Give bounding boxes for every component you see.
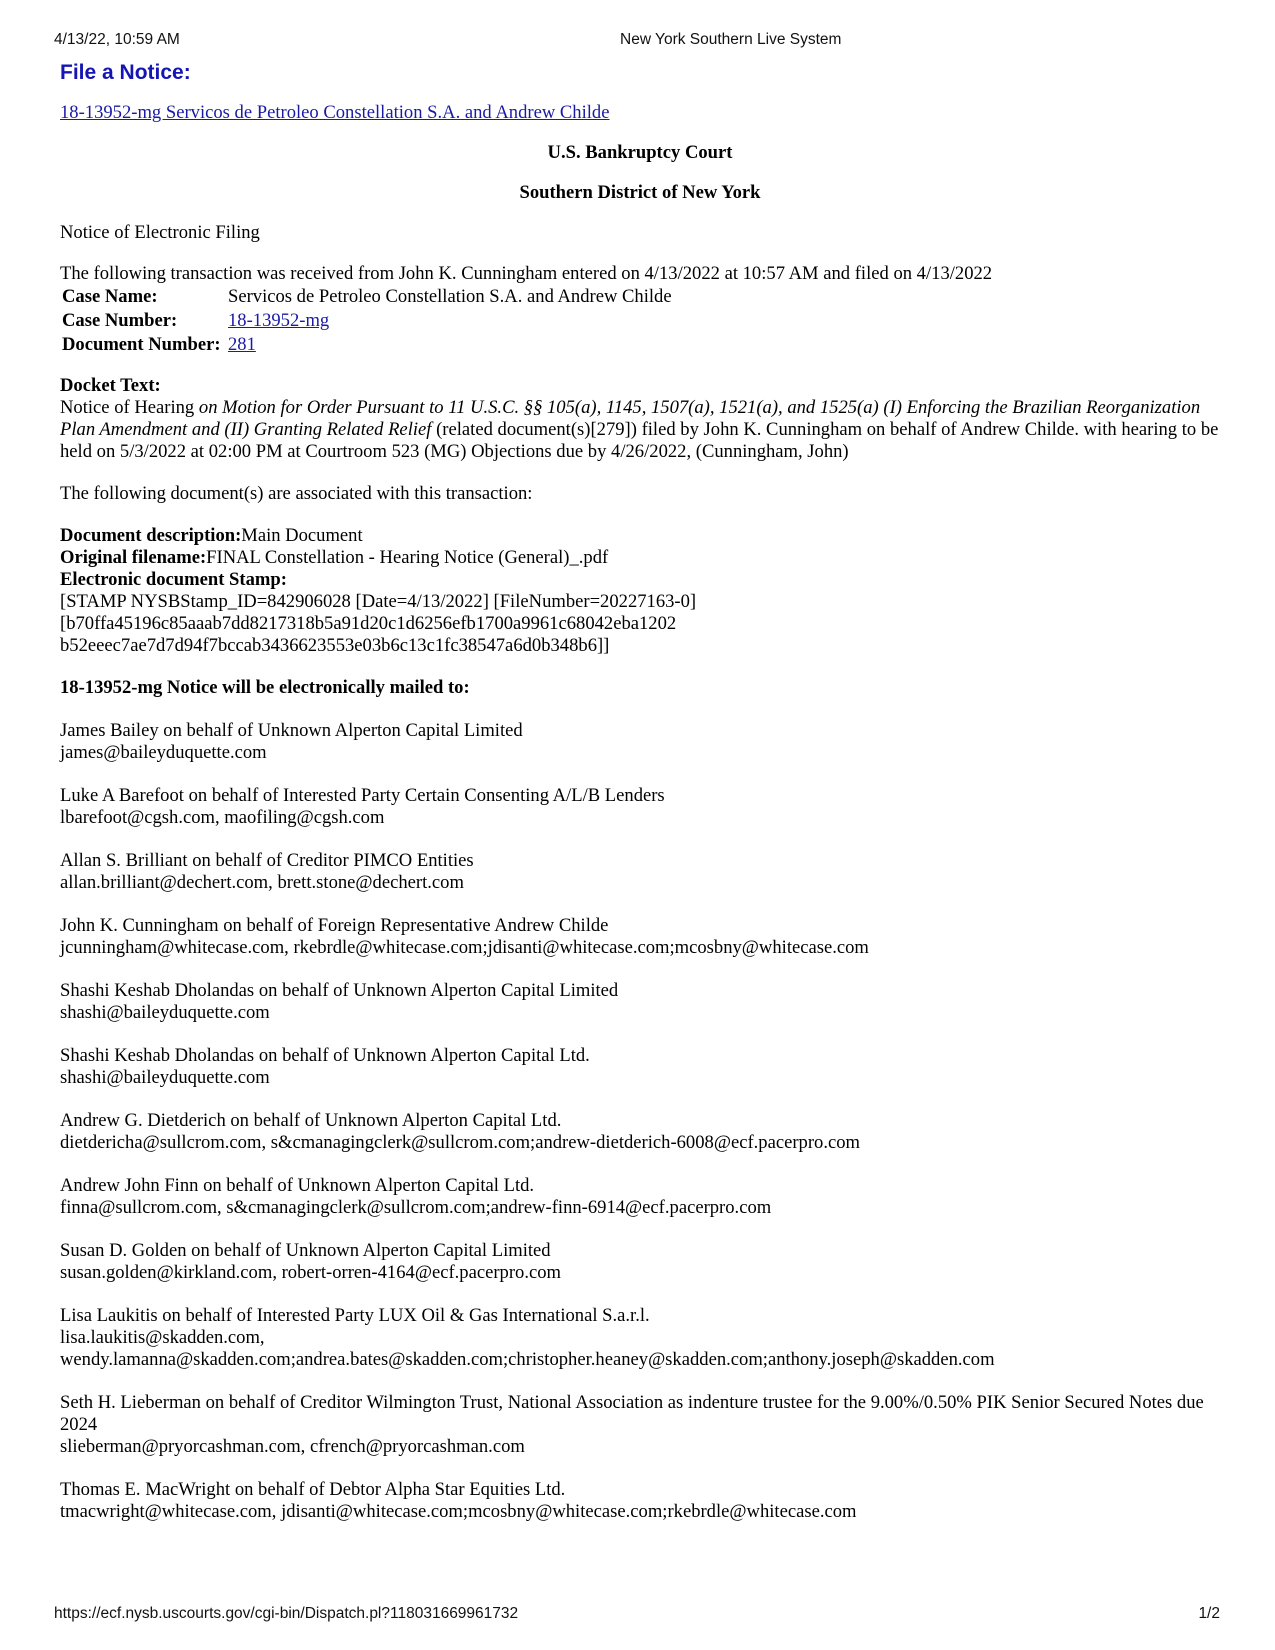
document-description-value: Main Document: [241, 525, 363, 546]
recipient-emails: jcunningham@whitecase.com, rkebrdle@whitecase.com;jdisanti@whitecase.com;mcosbny@whitecase.com: [60, 937, 869, 958]
recipient-line: Luke A Barefoot on behalf of Interested Party Certain Consenting A/L/B Lenders: [60, 785, 665, 806]
print-datetime: 4/13/22, 10:59 AM: [54, 31, 180, 48]
recipient-item: [60, 1479, 1220, 1523]
recipient-line: Seth H. Lieberman on behalf of Creditor Wilmington Trust, National Association as indenture trustee for the 9.00%/0.50% PIK Senior Secured Notes due 2024: [60, 1392, 1204, 1435]
recipient-emails: lisa.laukitis@skadden.com,: [60, 1327, 265, 1348]
case-link-row: [60, 102, 1220, 124]
recipient-emails: james@baileyduquette.com: [60, 742, 267, 763]
notice-body: [60, 58, 1220, 1523]
associated-docs-text: The following document(s) are associated with this transaction:: [60, 483, 533, 504]
recipient-line: Shashi Keshab Dholandas on behalf of Unknown Alperton Capital Limited: [60, 980, 619, 1001]
court-name: U.S. Bankruptcy Court: [547, 142, 733, 163]
recipient-item: [60, 1240, 1220, 1284]
recipient-line: Andrew G. Dietderich on behalf of Unknown Alperton Capital Ltd.: [60, 1110, 562, 1131]
recipient-item: [60, 785, 1220, 829]
recipient-item: [60, 1392, 1220, 1458]
recipient-item: [60, 980, 1220, 1024]
docket-motion-text: on Motion for Order Pursuant to 11 U.S.C. §§ 105(a), 1145, 1507(a), 1521(a), and 1525(a) (I) Enforcing the Brazilian Reorganization Plan Amendment and (II) Granting Related Relief: [60, 397, 1201, 440]
original-filename-value: FINAL Constellation - Hearing Notice (General)_.pdf: [206, 547, 609, 568]
district-name: Southern District of New York: [519, 182, 761, 203]
recipient-line: John K. Cunningham on behalf of Foreign Representative Andrew Childe: [60, 915, 609, 936]
recipient-emails: lbarefoot@cgsh.com, maofiling@cgsh.com: [60, 807, 385, 828]
print-page-title: New York Southern Live System: [620, 31, 842, 48]
recipient-item: [60, 1045, 1220, 1089]
stamp-line-2: [b70ffa45196c85aaab7dd8217318b5a91d20c1d6256efb1700a9961c68042eba1202: [60, 613, 677, 634]
recipient-emails: shashi@baileyduquette.com: [60, 1002, 270, 1023]
docket-prefix: Notice of Hearing: [60, 397, 199, 418]
case-number-label: Case Number:: [62, 310, 178, 331]
print-page-number: 1/2: [1198, 1605, 1220, 1622]
recipient-emails: finna@sullcrom.com, s&cmanagingclerk@sullcrom.com;andrew-finn-6914@ecf.pacerpro.com: [60, 1197, 772, 1218]
recipient-emails: slieberman@pryorcashman.com, cfrench@pryorcashman.com: [60, 1436, 525, 1457]
case-number-cell: [226, 309, 674, 333]
recipient-line: James Bailey on behalf of Unknown Alperton Capital Limited: [60, 720, 523, 741]
stamp-line-1: [STAMP NYSBStamp_ID=842906028 [Date=4/13/2022] [FileNumber=20227163-0]: [60, 591, 697, 612]
document-number-link[interactable]: 281: [228, 334, 256, 355]
docket-suffix: (related document(s)[279]) filed by John K. Cunningham on behalf of Andrew Childe. with hearing to be held on 5/3/2022 at 02:00 PM at Courtroom 523 (MG) Objections due by 4/26/2022, (Cunningham, John): [60, 419, 1219, 462]
case-info-table: [60, 285, 674, 357]
document-description-label: Document description:: [60, 525, 242, 546]
recipient-item: [60, 915, 1220, 959]
case-name-label: Case Name:: [62, 286, 158, 307]
print-url: https://ecf.nysb.uscourts.gov/cgi-bin/Dispatch.pl?118031669961732: [54, 1605, 519, 1622]
case-link[interactable]: 18-13952-mg Servicos de Petroleo Constellation S.A. and Andrew Childe: [60, 102, 610, 123]
recipient-line: Susan D. Golden on behalf of Unknown Alperton Capital Limited: [60, 1240, 551, 1261]
document-description: [60, 525, 1220, 547]
recipient-emails: shashi@baileyduquette.com: [60, 1067, 270, 1088]
recipient-line: Thomas E. MacWright on behalf of Debtor Alpha Star Equities Ltd.: [60, 1479, 566, 1500]
electronic-stamp-label-text: Electronic document Stamp:: [60, 569, 287, 590]
stamp-line-3: b52eeec7ae7d7d94f7bccab3436623553e03b6c13c1fc38547a6d0b348b6]]: [60, 635, 610, 656]
nef-title: Notice of Electronic Filing: [60, 222, 260, 243]
transaction-text: The following transaction was received from John K. Cunningham entered on 4/13/2022 at 10:57 AM and filed on 4/13/2022: [60, 263, 993, 284]
recipient-line: Allan S. Brilliant on behalf of Creditor PIMCO Entities: [60, 850, 474, 871]
docket-text-title: Docket Text:: [60, 375, 161, 396]
mailed-to-heading: 18-13952-mg Notice will be electronically mailed to:: [60, 677, 470, 698]
recipient-emails: allan.brilliant@dechert.com, brett.stone@dechert.com: [60, 872, 464, 893]
recipient-line: Shashi Keshab Dholandas on behalf of Unknown Alperton Capital Ltd.: [60, 1045, 590, 1066]
electronic-stamp-label: [60, 569, 1220, 591]
document-number-cell: [226, 333, 674, 357]
recipient-emails: susan.golden@kirkland.com, robert-orren-4164@ecf.pacerpro.com: [60, 1262, 561, 1283]
file-notice-heading: File a Notice:: [60, 61, 191, 84]
recipient-line: Lisa Laukitis on behalf of Interested Party LUX Oil & Gas International S.a.r.l.: [60, 1305, 650, 1326]
original-filename: [60, 547, 1220, 569]
recipient-item: [60, 1305, 1220, 1371]
case-number-row: [60, 309, 674, 333]
original-filename-label: Original filename:: [60, 547, 207, 568]
recipient-item: [60, 1110, 1220, 1154]
recipient-line: Andrew John Finn on behalf of Unknown Alperton Capital Ltd.: [60, 1175, 535, 1196]
docket-text: [60, 397, 1220, 463]
case-number-link[interactable]: 18-13952-mg: [228, 310, 330, 331]
recipient-item: [60, 850, 1220, 894]
recipient-emails: dietdericha@sullcrom.com, s&cmanagingclerk@sullcrom.com;andrew-dietderich-6008@ecf.pacerpro.com: [60, 1132, 860, 1153]
recipient-emails: tmacwright@whitecase.com, jdisanti@whitecase.com;mcosbny@whitecase.com;rkebrdle@whitecase.com: [60, 1501, 857, 1522]
recipient-item: [60, 1175, 1220, 1219]
recipient-emails-continued: wendy.lamanna@skadden.com;andrea.bates@skadden.com;christopher.heaney@skadden.com;anthony.joseph@skadden.com: [60, 1349, 995, 1370]
document-number-row: [60, 333, 674, 357]
recipient-item: [60, 720, 1220, 764]
document-number-label: Document Number:: [62, 334, 221, 355]
case-name-row: [60, 285, 674, 309]
case-name-value: Servicos de Petroleo Constellation S.A. and Andrew Childe: [228, 286, 672, 307]
